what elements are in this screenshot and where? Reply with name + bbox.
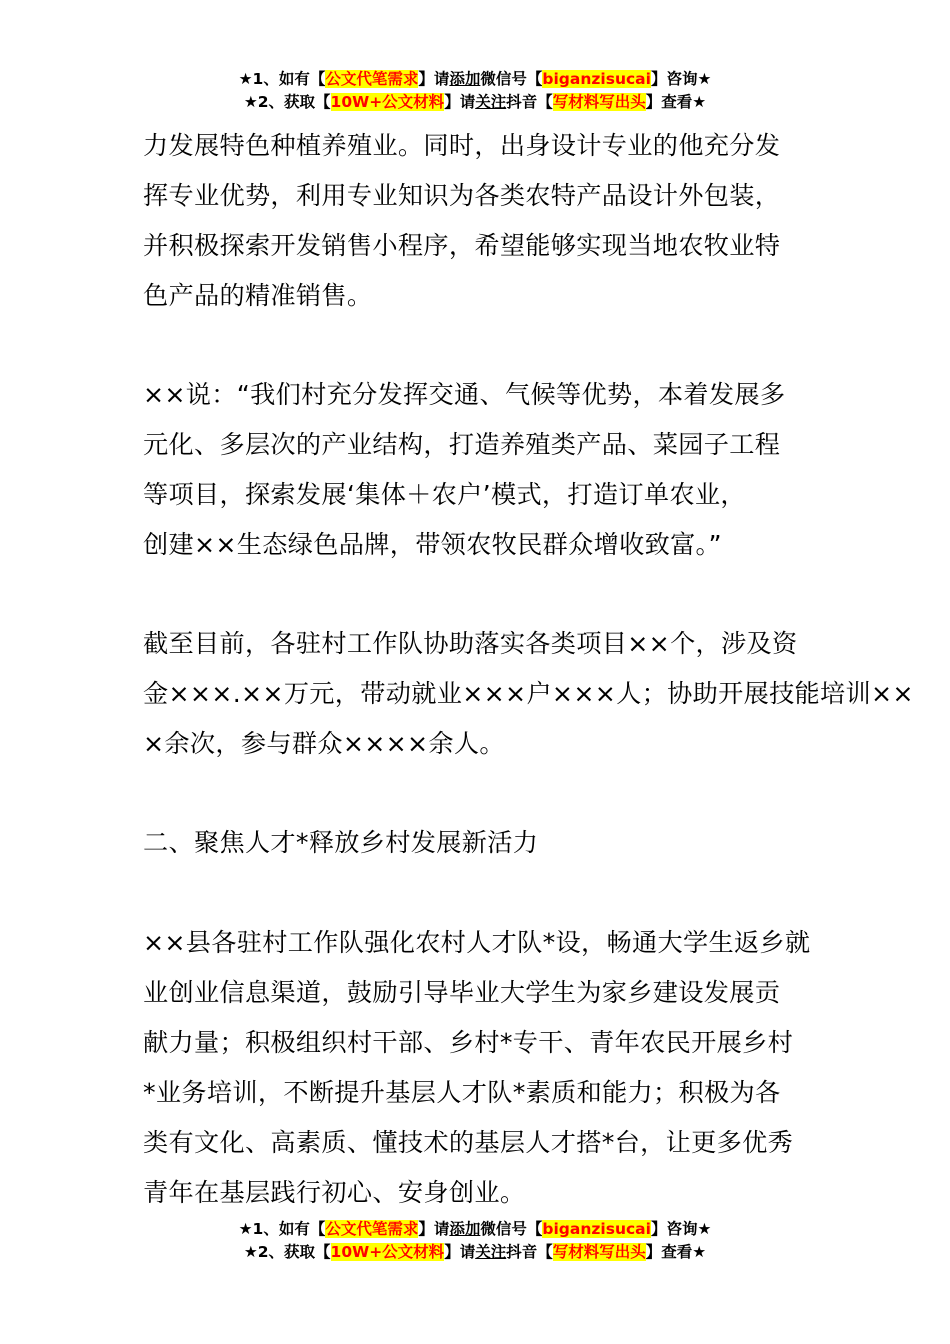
banner-text: 】查看★ — [645, 93, 707, 111]
underlined-word: 添加 — [449, 1220, 481, 1238]
paragraph-line: 青年在基层践行初心、安身创业。 — [143, 1178, 526, 1207]
paragraph-line: 业创业信息渠道，鼓励引导毕业大学生为家乡建设发展贡 — [143, 978, 781, 1007]
highlight-service: 公文代笔需求 — [325, 1220, 419, 1238]
paragraph-line: ××说：“我们村充分发挥交通、气候等优势，本着发展多 — [143, 380, 786, 409]
banner-text: ★1、如有【 — [238, 70, 326, 88]
paragraph-3 — [143, 619, 914, 769]
paragraph-line: 并积极探索开发销售小程序，希望能够实现当地农牧业特 — [143, 231, 781, 260]
highlight-service: 公文代笔需求 — [325, 70, 419, 88]
paragraph-line: 元化、多层次的产业结构，打造养殖类产品、菜园子工程 — [143, 430, 781, 459]
underlined-word: 添加 — [449, 70, 481, 88]
paragraph-line: ××县各驻村工作队强化农村人才队*设，畅通大学生返乡就 — [143, 928, 811, 957]
banner-text: 抖音【 — [506, 1243, 553, 1261]
highlight-douyin: 写材料写出头 — [552, 1243, 646, 1261]
banner-line-2 — [0, 1241, 950, 1264]
paragraph-line: ×余次，参与群众××××余人。 — [143, 729, 505, 758]
banner-line-2 — [0, 91, 950, 114]
paragraph-1 — [143, 121, 808, 321]
highlight-wechat-id: biganzisucai — [542, 70, 651, 88]
paragraph-line: 等项目，探索发展‘集体＋农户’模式，打造订单农业， — [143, 480, 746, 509]
highlight-materials: 10W+公文材料 — [330, 93, 445, 111]
banner-text: 】咨询★ — [650, 70, 712, 88]
underlined-word: 关注 — [475, 1243, 507, 1261]
banner-text: ★2、获取【 — [243, 93, 331, 111]
section-heading-text: 二、聚焦人才*释放乡村发展新活力 — [143, 828, 539, 857]
banner-text: 】请 — [418, 1220, 450, 1238]
paragraph-line: 截至目前，各驻村工作队协助落实各类项目××个，涉及资 — [143, 629, 798, 658]
paragraph-5 — [143, 918, 811, 1218]
section-heading — [143, 818, 808, 868]
paragraph-line: 献力量；积极组织村干部、乡村*专干、青年农民开展乡村 — [143, 1028, 794, 1057]
paragraph-line: 力发展特色种植养殖业。同时，出身设计专业的他充分发 — [143, 131, 781, 160]
underlined-word: 关注 — [475, 93, 507, 111]
header-banner — [0, 68, 950, 114]
banner-text: 】请 — [418, 70, 450, 88]
paragraph-line: 挥专业优势，利用专业知识为各类农特产品设计外包装， — [143, 181, 781, 210]
paragraph-line: 类有文化、高素质、懂技术的基层人才搭*台，让更多优秀 — [143, 1128, 794, 1157]
highlight-douyin: 写材料写出头 — [552, 93, 646, 111]
paragraph-line: 色产品的精准销售。 — [143, 281, 373, 310]
banner-text: 微信号【 — [480, 70, 543, 88]
banner-text: 】咨询★ — [650, 1220, 712, 1238]
banner-text: 】请 — [444, 1243, 476, 1261]
banner-text: 抖音【 — [506, 93, 553, 111]
banner-text: 】查看★ — [645, 1243, 707, 1261]
banner-text: 微信号【 — [480, 1220, 543, 1238]
highlight-wechat-id: biganzisucai — [542, 1220, 651, 1238]
paragraph-line: 金×××.××万元，带动就业×××户×××人；协助开展技能培训×× — [143, 679, 914, 708]
banner-text: 】请 — [444, 93, 476, 111]
banner-text: ★2、获取【 — [243, 1243, 331, 1261]
banner-line-1 — [0, 1218, 950, 1241]
banner-line-1 — [0, 68, 950, 91]
paragraph-2 — [143, 370, 808, 570]
paragraph-line: *业务培训，不断提升基层人才队*素质和能力；积极为各 — [143, 1078, 781, 1107]
footer-banner — [0, 1218, 950, 1264]
paragraph-line: 创建××生态绿色品牌，带领农牧民群众增收致富。” — [143, 530, 722, 559]
highlight-materials: 10W+公文材料 — [330, 1243, 445, 1261]
banner-text: ★1、如有【 — [238, 1220, 326, 1238]
